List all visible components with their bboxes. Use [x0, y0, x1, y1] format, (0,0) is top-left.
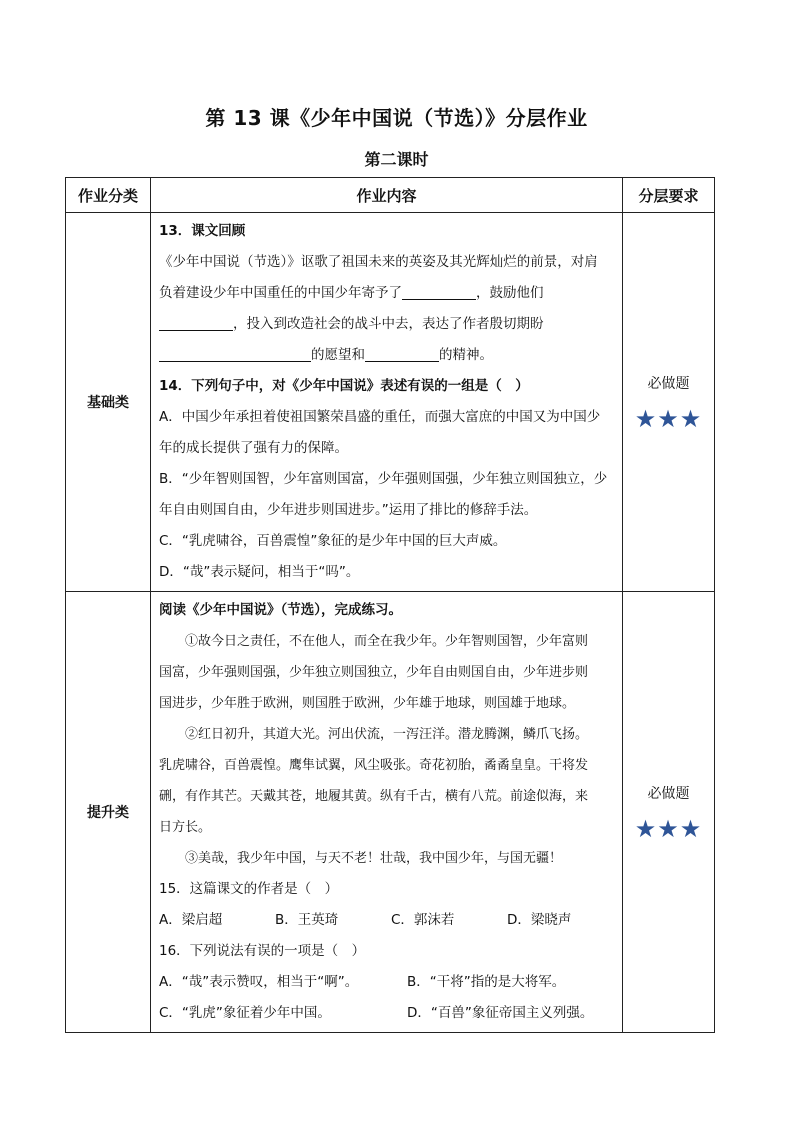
question-16-option-c: C．“乳虎”象征着少年中国。: [159, 1005, 331, 1021]
star-rating: ★★★: [634, 815, 703, 843]
header-requirement: 分层要求: [623, 178, 715, 213]
question-14-option-a: 年的成长提供了强有力的保障。: [159, 440, 348, 456]
table-row: [66, 592, 715, 1033]
question-15-option: C．郭沫若: [391, 912, 455, 928]
question-14-option-d: D．“哉”表示疑问，相当于“吗”。: [159, 564, 360, 580]
question-15-option: B．王英琦: [275, 912, 339, 928]
header-category: 作业分类: [66, 178, 151, 213]
passage-line: 国富，少年强则国强，少年独立则国独立，少年自由则国自由，少年进步则: [159, 665, 589, 680]
reading-title: 阅读《少年中国说》（节选），完成练习。: [159, 602, 402, 618]
question-14-option-b: B．“少年智则国智，少年富则国富，少年强则国强，少年独立则国独立，少: [159, 471, 608, 487]
question-15-title: 15．这篇课文的作者是（ ）: [159, 881, 339, 897]
passage-line: 乳虎啸谷，百兽震惶。鹰隼试翼，风尘吸张。奇花初胎，矞矞皇皇。干将发: [159, 758, 589, 773]
row-category: 提升类: [66, 592, 151, 1033]
question-15-options: [159, 905, 615, 936]
table-header-row: [66, 178, 715, 213]
question-16-options: [159, 998, 615, 1029]
question-13-line: [159, 278, 615, 309]
question-13-text: 的愿望和: [311, 347, 365, 363]
star-rating: ★★★: [634, 405, 703, 433]
passage-line: 硎，有作其芒。天戴其苍，地履其黄。纵有千古，横有八荒。前途似海，来: [159, 789, 589, 804]
fill-blank[interactable]: [159, 314, 233, 331]
question-15-option: D．梁晓声: [507, 912, 572, 928]
row-content: [151, 592, 623, 1033]
question-15-option: A．梁启超: [159, 912, 223, 928]
question-13-text: 负着建设少年中国重任的中国少年寄予了: [159, 285, 402, 301]
question-16-option-d: D．“百兽”象征帝国主义列强。: [407, 1005, 594, 1021]
fill-blank[interactable]: [402, 283, 476, 300]
page-title: 第 13 课《少年中国说（节选）》分层作业: [205, 106, 588, 130]
passage-line: ①故今日之责任，不在他人，而全在我少年。少年智则国智，少年富则: [185, 634, 589, 649]
fill-blank[interactable]: [159, 345, 311, 362]
row-content: [151, 213, 623, 592]
question-13-line: 《少年中国说（节选）》讴歌了祖国未来的英姿及其光辉灿烂的前景，对肩: [159, 254, 598, 270]
question-16-option-a: A．“哉”表示赞叹，相当于“啊”。: [159, 974, 359, 990]
row-requirement: [623, 213, 715, 592]
question-16-option-b: B．“干将”指的是大将军。: [407, 974, 566, 990]
passage-line: 日方长。: [159, 820, 212, 835]
requirement-label: 必做题: [647, 786, 690, 802]
fill-blank[interactable]: [365, 345, 439, 362]
question-16-title: 16．下列说法有误的一项是（ ）: [159, 943, 366, 959]
question-14-option-a: A．中国少年承担着使祖国繁荣昌盛的重任，而强大富庶的中国又为中国少: [159, 409, 601, 425]
question-13-text: ，投入到改造社会的战斗中去，表达了作者殷切期盼: [233, 316, 544, 332]
question-16-options: [159, 967, 615, 998]
question-13-text: 的精神。: [439, 347, 493, 363]
question-13-line: [159, 309, 615, 340]
passage-line: ③美哉，我少年中国，与天不老！壮哉，我中国少年，与国无疆！: [185, 851, 563, 866]
table-row: [66, 213, 715, 592]
passage-line: ②红日初升，其道大光。河出伏流，一泻汪洋。潜龙腾渊，鳞爪飞扬。: [185, 727, 589, 742]
passage-line: 国进步，少年胜于欧洲，则国胜于欧洲，少年雄于地球，则国雄于地球。: [159, 696, 576, 711]
page-subtitle: 第二课时: [364, 150, 429, 169]
question-14-title: 14．下列句子中，对《少年中国说》表述有误的一组是（ ）: [159, 378, 529, 394]
row-requirement: [623, 592, 715, 1033]
question-13-text: ，鼓励他们: [476, 285, 544, 301]
header-content: 作业内容: [151, 178, 623, 213]
question-13-line: [159, 340, 615, 371]
question-13-title: 13．课文回顾: [159, 223, 246, 239]
question-14-option-b: 年自由则国自由，少年进步则国进步。”运用了排比的修辞手法。: [159, 502, 538, 518]
homework-table: [65, 177, 715, 1033]
requirement-label: 必做题: [647, 376, 690, 392]
question-14-option-c: C．“乳虎啸谷，百兽震惶”象征的是少年中国的巨大声威。: [159, 533, 507, 549]
row-category: 基础类: [66, 213, 151, 592]
